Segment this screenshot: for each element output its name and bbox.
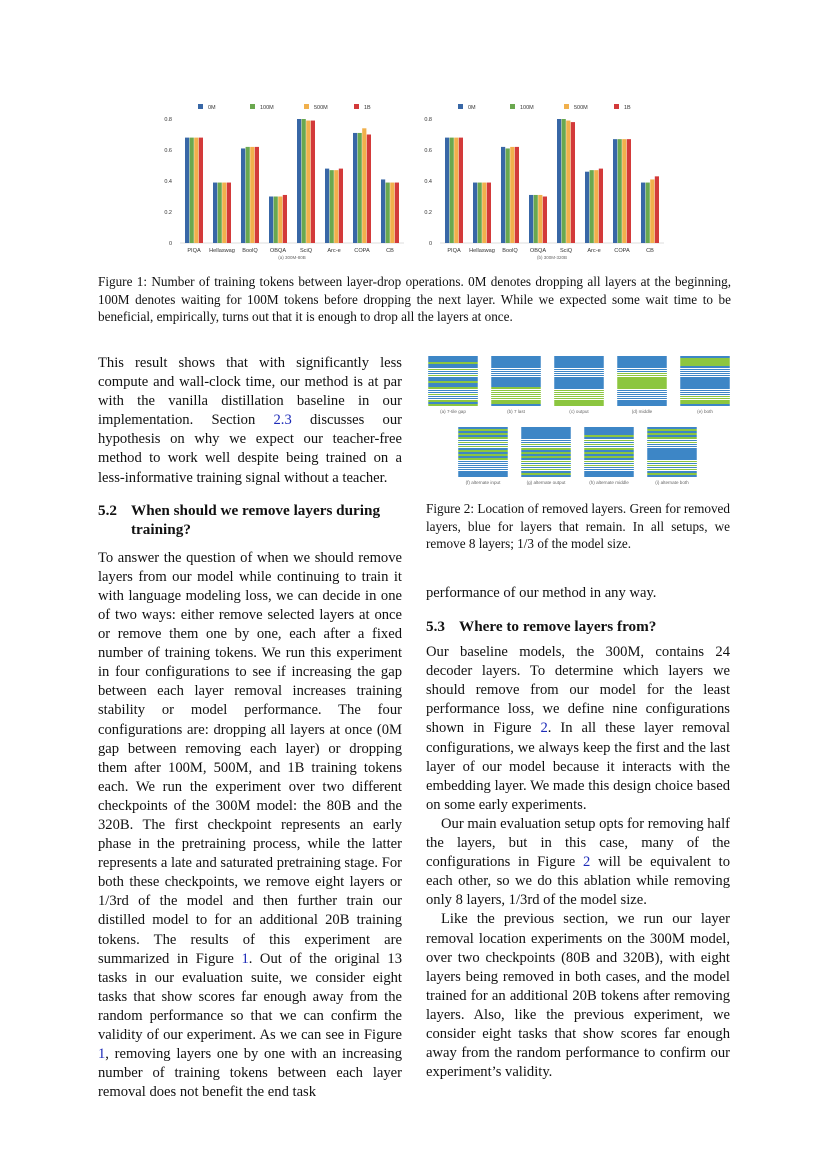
bar <box>330 170 334 243</box>
bar <box>646 183 650 243</box>
layer-bar <box>428 387 478 389</box>
x-tick-label: CB <box>386 248 394 254</box>
layer-config-diagram <box>428 356 478 406</box>
bar <box>594 170 598 243</box>
layer-bar <box>554 392 604 394</box>
bar <box>454 138 458 243</box>
layer-config-diagram <box>521 427 571 477</box>
layer-bar <box>554 387 604 389</box>
bar <box>515 147 519 243</box>
bar <box>538 195 542 243</box>
layer-bar <box>584 475 634 477</box>
figure-2-link[interactable]: 2 <box>583 854 591 871</box>
legend-swatch <box>564 104 569 109</box>
bar <box>194 138 198 243</box>
layer-bar <box>521 437 571 439</box>
layer-bar <box>491 392 541 394</box>
layer-bar <box>521 463 571 465</box>
section-5-2-body: To answer the question of when we should remove layers from our model while continuing to train it with language modeling loss, we can decide in one of two ways: either remove selected layers at once or remove them one by one, each after a fixed number of training tokens. We run this experiment in four configurations to see if increasing the gap between each layer removal increases training stability or model performance. The four configurations are: dropping all layers at once (0M gap between removing each layer) or dropping them after 100M, 500M, and 1B training tokens each. We run the experiment over two different checkpoints of the 300M model: the 80B and the 320B. The first checkpoint represents an early phase in the pretraining process, while the latter represents a late and saturated pretraining stage. For both these checkpoints, we remove eight layers or 1/3rd of the model and then further train our distilled model to for an additional 20B training tokens. The results of this experiment are summarized in Figure 1. Out of the original 13 tasks in our evaluation suite, we consider eight tasks that show scores far enough away from the random performance so that we can confirm the validity of our experiment. As we can see in Figure 1, removing layers one by one with an increasing number of training tokens between each layer removal does not benefit the end task <box>98 549 402 1101</box>
x-tick-label: Arc-e <box>327 248 341 254</box>
section-5-3-para3: Like the previous section, we run our layer removal location experiments on the 300M model, over two checkpoints (80B and 320B), with eight layers being removed in both cases, and the model trained for an additional 20B tokens after removing layers. Also, like the previous experiment, we consider eight tasks that show scores far enough away from the random performance to confirm our experiment’s validity. <box>426 911 730 1081</box>
x-tick-label: Hellaswag <box>209 248 235 254</box>
bar <box>599 169 603 243</box>
legend-label: 1B <box>624 105 631 111</box>
layer-config-label: (d) middle <box>631 409 653 414</box>
section-5-3-heading: 5.3 Where to remove layers from? <box>426 618 657 636</box>
layer-bar <box>584 437 634 439</box>
layer-bar <box>617 387 667 389</box>
bar <box>353 133 357 243</box>
section-5-3-para2: Our main evaluation setup opts for removing half the layers, but in this case, many of the configurations in Figure 2 will be equivalent to each other, so we do this ablation while removing only 8 layers, 1/3rd of the model size. <box>426 815 730 909</box>
bar <box>269 197 273 244</box>
layer-bar <box>458 461 508 463</box>
bar <box>283 195 287 243</box>
x-tick-label: COPA <box>614 248 630 254</box>
bar <box>311 121 315 243</box>
bar <box>445 138 449 243</box>
legend-swatch <box>354 104 359 109</box>
bar <box>199 138 203 243</box>
bar <box>510 147 514 243</box>
bar <box>246 147 250 243</box>
bar <box>185 138 189 243</box>
layer-config-diagram <box>458 427 508 477</box>
bar <box>241 148 245 243</box>
chart-subtitle: (a) 300M-80B <box>278 255 306 260</box>
figure-1-link[interactable]: 1 <box>98 1046 106 1063</box>
intro-paragraph: This result shows that with significantly less compute and wall-clock time, our method is at par with the vanilla distillation baseline in our implementation. Section 2.3 discusses our hypothesis on why we expect our teacher-free method to work well despite being trained on a less-informative training signal without a teacher. <box>98 355 402 486</box>
x-tick-label: BoolQ <box>502 248 518 254</box>
layer-config-label: (a) 7-tile gap <box>440 409 466 414</box>
layer-bar <box>647 458 697 460</box>
bar <box>222 183 226 243</box>
bar <box>278 197 282 244</box>
bar <box>529 195 533 243</box>
layer-config-diagram <box>647 427 697 477</box>
bar <box>585 172 589 243</box>
layer-bar <box>428 390 478 392</box>
y-tick-label: 0.6 <box>424 148 432 154</box>
bar <box>306 121 310 243</box>
x-tick-label: OBQA <box>269 248 287 254</box>
bar <box>566 121 570 243</box>
layer-bar <box>680 387 730 389</box>
layer-bar <box>680 392 730 394</box>
bar <box>618 139 622 243</box>
y-tick-label: 0.2 <box>164 210 172 216</box>
y-tick-label: 0.8 <box>164 117 172 123</box>
section-2-3-link[interactable]: 2.3 <box>273 412 292 429</box>
bar <box>297 119 301 243</box>
layer-bar <box>647 440 697 442</box>
y-tick-label: 0.4 <box>424 179 432 185</box>
layer-config-label: (c) output <box>569 409 589 414</box>
layer-bar <box>647 463 697 465</box>
chart-subtitle: (b) 300M-320B <box>536 255 568 260</box>
layer-bar <box>428 369 478 371</box>
legend-label: 100M <box>520 105 534 111</box>
layer-bar <box>584 458 634 460</box>
x-tick-label: CB <box>646 248 654 254</box>
bar <box>190 138 194 243</box>
bar <box>534 195 538 243</box>
layer-config-diagram <box>491 356 541 406</box>
layer-bar <box>584 463 634 465</box>
layer-config-label: (g) alternate output <box>526 480 566 485</box>
figure-2-caption: Figure 2: Location of removed layers. Green for removed layers, blue for layers that remain. In all setups, we remove 8 layers; 1/3 of the model size. <box>426 501 730 551</box>
layer-bar <box>458 440 508 442</box>
layer-bar <box>647 437 697 439</box>
layer-config-diagram <box>617 356 667 406</box>
layer-bar <box>617 369 667 371</box>
bar <box>641 183 645 243</box>
layer-config-label: (b) 7 last <box>507 409 525 414</box>
x-tick-label: OBQA <box>529 248 547 254</box>
layer-bar <box>491 390 541 392</box>
layer-bar <box>617 390 667 392</box>
bar <box>473 183 477 243</box>
bar <box>557 119 561 243</box>
bar <box>390 183 394 243</box>
legend-swatch <box>614 104 619 109</box>
layer-bar <box>521 475 571 477</box>
layer-bar <box>521 458 571 460</box>
legend-label: 500M <box>314 105 328 111</box>
bar <box>334 170 338 243</box>
bar <box>487 183 491 243</box>
layer-bar <box>491 369 541 371</box>
legend-swatch <box>304 104 309 109</box>
y-tick-label: 0 <box>428 241 432 247</box>
figure-1-link[interactable]: 1 <box>241 950 249 967</box>
layer-bar <box>617 366 667 368</box>
bar <box>571 122 575 243</box>
bar <box>655 176 659 243</box>
bar <box>478 183 482 243</box>
layer-bar <box>458 458 508 460</box>
layer-config-label: (f) alternate input <box>465 480 501 485</box>
legend-label: 500M <box>574 105 588 111</box>
bar <box>213 183 217 243</box>
bar <box>218 183 222 243</box>
legend-label: 100M <box>260 105 274 111</box>
bar <box>590 170 594 243</box>
layer-bar <box>554 366 604 368</box>
legend-swatch <box>510 104 515 109</box>
layer-bar <box>680 366 730 368</box>
bar <box>274 197 278 244</box>
legend-label: 1B <box>364 105 371 111</box>
bar <box>450 138 454 243</box>
layer-bar <box>428 404 478 406</box>
bar <box>543 197 547 244</box>
bar <box>367 135 371 244</box>
bar <box>562 119 566 243</box>
x-tick-label: BoolQ <box>242 248 258 254</box>
legend-label: 0M <box>208 105 216 111</box>
layer-bar <box>647 475 697 477</box>
layer-config-label: (e) both <box>697 409 713 414</box>
layer-bar <box>458 475 508 477</box>
layer-bar <box>680 369 730 371</box>
y-tick-label: 0.6 <box>164 148 172 154</box>
layer-config-label: (h) alternate middle <box>589 480 629 485</box>
y-tick-label: 0.4 <box>164 179 172 185</box>
x-tick-label: Hellaswag <box>469 248 495 254</box>
bar <box>325 169 329 243</box>
layer-config-diagram <box>554 356 604 406</box>
legend-swatch <box>198 104 203 109</box>
figure-1-caption: Figure 1: Number of training tokens between layer-drop operations. 0M denotes dropping all layers at the beginning, 100M denotes waiting for 100M tokens before dropping the next layer. While we expected some wait time to be beneficial, empirically, turns out that it is enough to drop all the layers at once. <box>98 274 731 324</box>
bar <box>506 148 510 243</box>
layer-bar <box>428 366 478 368</box>
x-tick-label: SciQ <box>559 248 573 254</box>
layer-config-diagram <box>680 356 730 406</box>
continuation-text: performance of our method in any way. <box>426 585 657 601</box>
bar <box>459 138 463 243</box>
bar <box>622 139 626 243</box>
layer-bar <box>647 461 697 463</box>
y-tick-label: 0 <box>168 241 172 247</box>
layer-bar <box>680 390 730 392</box>
bar <box>339 169 343 243</box>
bar <box>650 179 654 243</box>
y-tick-label: 0.2 <box>424 210 432 216</box>
layer-bar <box>584 440 634 442</box>
bar <box>482 183 486 243</box>
bar <box>627 139 631 243</box>
legend-swatch <box>458 104 463 109</box>
bar <box>255 147 259 243</box>
x-tick-label: PIQA <box>187 248 201 254</box>
x-tick-label: PIQA <box>447 248 461 254</box>
legend-swatch <box>250 104 255 109</box>
layer-bar <box>458 437 508 439</box>
bar <box>381 179 385 243</box>
y-tick-label: 0.8 <box>424 117 432 123</box>
bar <box>358 133 362 243</box>
bar <box>386 183 390 243</box>
layer-bar <box>680 404 730 406</box>
bar <box>613 139 617 243</box>
layer-config-diagram <box>584 427 634 477</box>
bar-chart-300m-320b <box>418 98 670 266</box>
bar <box>227 183 231 243</box>
layer-bar <box>491 387 541 389</box>
layer-bar <box>491 366 541 368</box>
bar <box>250 147 254 243</box>
bar <box>362 128 366 243</box>
bar <box>501 147 505 243</box>
right-column <box>426 584 730 1082</box>
layer-bar <box>617 404 667 406</box>
layer-bar <box>428 392 478 394</box>
figure-2-layer-diagrams <box>420 352 740 492</box>
layer-bar <box>458 463 508 465</box>
section-5-3-para1: Our baseline models, the 300M, contains 24 decoder layers. To determine which layers we should remove from our model for the least performance loss, we define nine configurations shown in Figure 2. In all these layer removal configurations, we always keep the first and the last layer of our model because it interacts with the embedding layer. We made this design choice based on some early experiments. <box>426 644 730 813</box>
bar <box>395 183 399 243</box>
figure-2-link[interactable]: 2 <box>540 720 548 737</box>
layer-bar <box>554 390 604 392</box>
x-tick-label: COPA <box>354 248 370 254</box>
layer-bar <box>521 461 571 463</box>
bar-chart-300m-80b <box>158 98 410 266</box>
bar <box>302 119 306 243</box>
left-column <box>98 354 402 1102</box>
layer-bar <box>554 404 604 406</box>
section-5-2-heading: 5.2 When should we remove layers during training? <box>98 501 381 538</box>
layer-bar <box>617 392 667 394</box>
layer-config-label: (i) alternate both <box>655 480 689 485</box>
layer-bar <box>584 461 634 463</box>
legend-label: 0M <box>468 105 476 111</box>
layer-bar <box>554 369 604 371</box>
layer-bar <box>491 404 541 406</box>
x-tick-label: SciQ <box>299 248 313 254</box>
layer-bar <box>521 440 571 442</box>
x-tick-label: Arc-e <box>587 248 601 254</box>
